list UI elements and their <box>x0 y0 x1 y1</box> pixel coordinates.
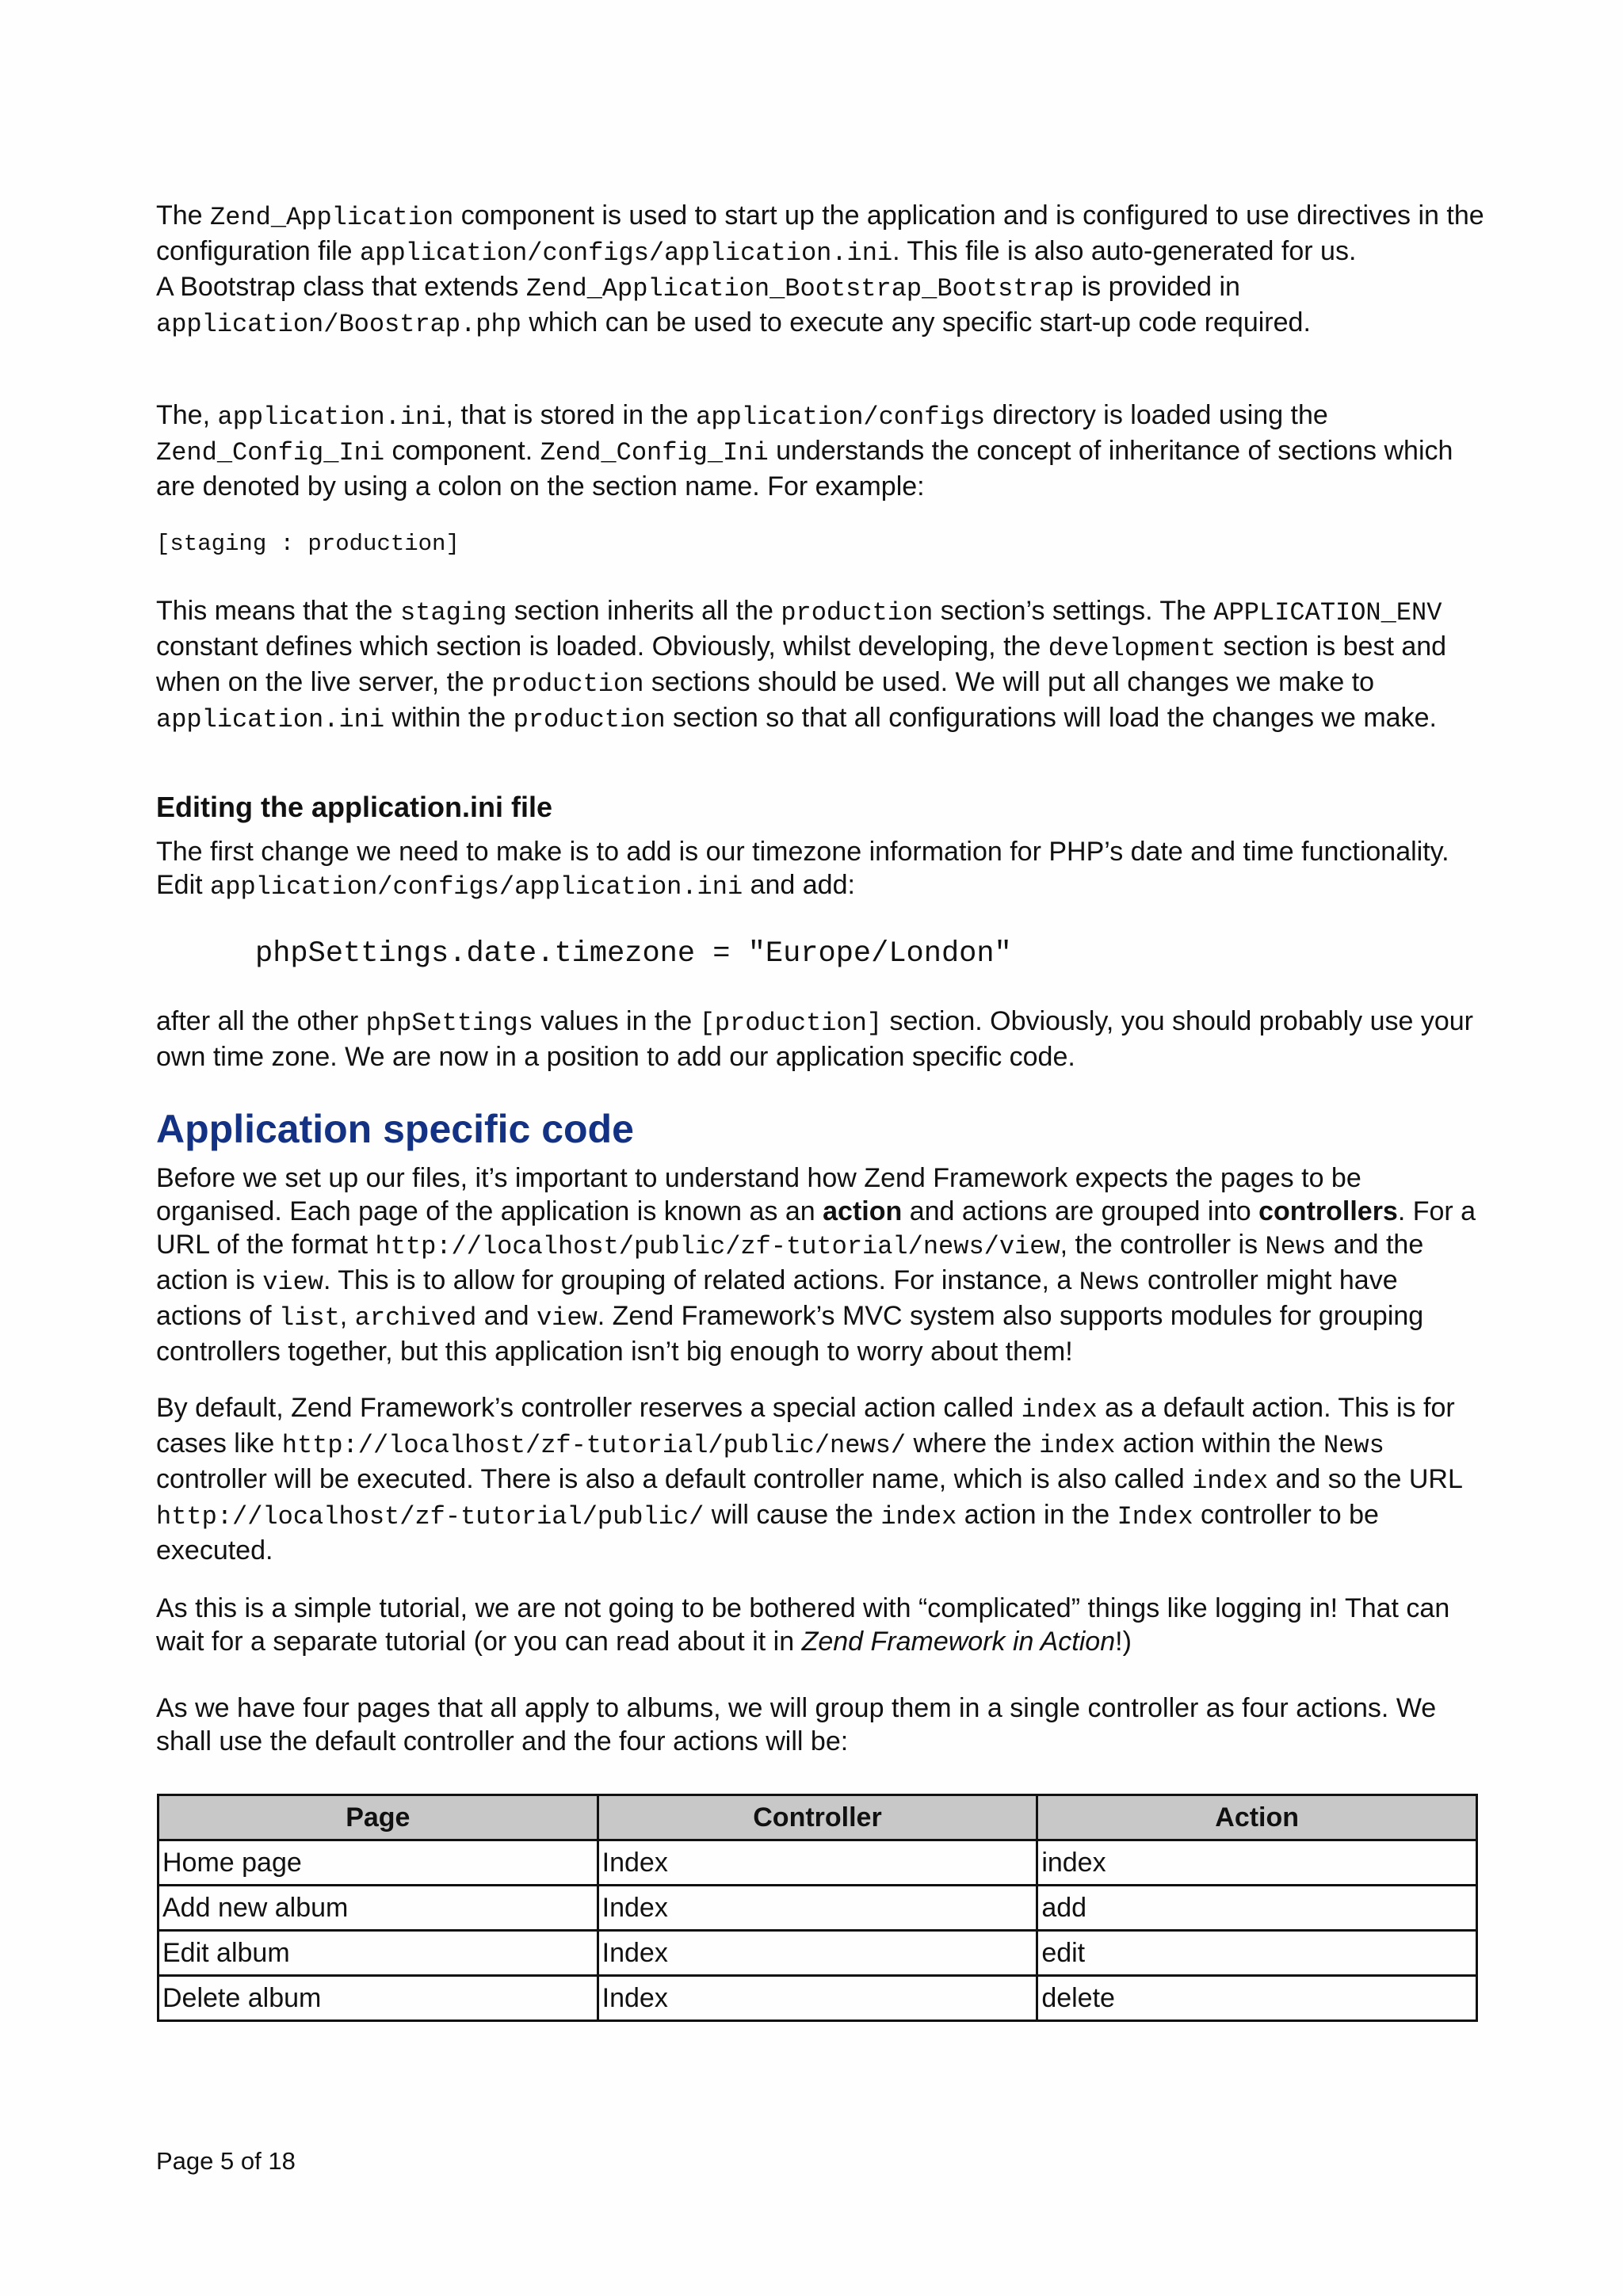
cell-page: Edit album <box>158 1931 598 1976</box>
inline-code: index <box>1039 1431 1116 1460</box>
inline-code: Zend_Config_Ini <box>540 438 769 467</box>
inline-code: development <box>1048 634 1216 663</box>
header-page: Page <box>158 1795 598 1840</box>
inline-code: http://localhost/zf-tutorial/public/news/ <box>281 1431 907 1460</box>
text-run: action in the <box>957 1500 1117 1530</box>
text-run: This means that the <box>156 596 401 626</box>
text-run: within the <box>384 703 514 733</box>
cell-action: index <box>1037 1840 1477 1886</box>
inline-code: application/configs <box>696 402 986 432</box>
text-run: . For a URL of the format <box>156 1196 1476 1260</box>
inline-code: staging <box>400 598 507 627</box>
table-row <box>158 1976 1477 2021</box>
cell-action: add <box>1037 1886 1477 1931</box>
inline-code: application.ini <box>217 402 446 432</box>
cell-page: Home page <box>158 1840 598 1886</box>
text-run: As we have four pages that all apply to albums, we will group them in a single controller as four actions. We shall use the default controller and the four actions will be: <box>156 1693 1437 1756</box>
paragraph-default-index <box>156 1391 1487 1567</box>
text-run: section so that all configurations will load the changes we make. <box>665 703 1437 733</box>
paragraph-four-pages <box>156 1691 1487 1758</box>
text-run: section. Obviously, you should probably use your own time zone. We are now in a position to add our application specific code. <box>156 1006 1473 1072</box>
cell-action: edit <box>1037 1931 1477 1976</box>
inline-code: view <box>262 1268 323 1297</box>
text-run: A Bootstrap class that extends <box>156 272 526 302</box>
inline-code: index <box>1192 1466 1269 1496</box>
inline-code: application/configs/application.ini <box>360 238 893 268</box>
header-controller: Controller <box>598 1795 1037 1840</box>
inline-code: News <box>1265 1232 1327 1261</box>
text-run: constant defines which section is loaded. Obviously, whilst developing, the <box>156 631 1048 662</box>
text-run: component. <box>384 436 540 466</box>
inline-code: Zend_Application <box>210 203 454 232</box>
paragraph-simple-tutorial <box>156 1592 1487 1658</box>
inline-code: production <box>781 598 934 627</box>
inline-code: index <box>1021 1395 1098 1425</box>
text-run: The <box>156 200 211 231</box>
text-run: directory is loaded using the <box>985 400 1328 430</box>
inline-code: http://localhost/zf-tutorial/public/ <box>156 1502 705 1531</box>
cell-action: delete <box>1037 1976 1477 2021</box>
inline-code: application.ini <box>156 705 385 734</box>
text-run: and actions are grouped into <box>902 1196 1259 1226</box>
text-run: , the controller is <box>1060 1230 1266 1260</box>
text-run: The, <box>156 400 218 430</box>
text-run: , that is stored in the <box>445 400 697 430</box>
text-run: and add: <box>743 870 855 900</box>
text-run: . Zend Framework’s MVC system also supports modules for grouping controllers together, but this application isn’t big enough to worry about them! <box>156 1301 1424 1367</box>
text-run: section inherits all the <box>506 596 781 626</box>
paragraph-timezone <box>156 835 1487 904</box>
text-run: action within the <box>1115 1428 1323 1459</box>
cell-page: Delete album <box>158 1976 598 2021</box>
text-run: section’s settings. The <box>933 596 1214 626</box>
text-run: Before we set up our files, it’s important to understand how Zend Framework expects the pages to be organised. Each page of the application is known as an <box>156 1163 1361 1226</box>
table-row <box>158 1840 1477 1886</box>
text-run: controller to be executed. <box>156 1500 1379 1566</box>
paragraph-bootstrap <box>156 199 1487 341</box>
text-run: By default, Zend Framework’s controller reserves a special action called <box>156 1393 1022 1423</box>
cell-controller: Index <box>598 1840 1037 1886</box>
text-run: where the <box>906 1428 1040 1459</box>
table-row <box>158 1931 1477 1976</box>
text-run: understands the concept of inheritance of sections which are denoted by using a colon on the section name. For example: <box>156 436 1453 502</box>
inline-code: Zend_Application_Bootstrap_Bootstrap <box>525 274 1075 303</box>
cell-controller: Index <box>598 1976 1037 2021</box>
italic-title: Zend Framework in Action <box>801 1627 1116 1657</box>
text-run: The first change we need to make is to add is our timezone information for PHP’s date and time functionality. Edit <box>156 837 1449 900</box>
inline-code: phpSettings <box>365 1009 533 1038</box>
inline-code: list <box>278 1303 340 1333</box>
inline-code: application/Boostrap.php <box>156 310 521 339</box>
cell-controller: Index <box>598 1931 1037 1976</box>
inline-code: News <box>1323 1431 1384 1460</box>
inline-code: http://localhost/public/zf-tutorial/news/view <box>375 1232 1060 1261</box>
table-row <box>158 1886 1477 1931</box>
bold-term: action <box>823 1196 903 1226</box>
text-run: and <box>476 1301 537 1331</box>
inline-code: News <box>1079 1268 1140 1297</box>
text-run: is provided in <box>1074 272 1240 302</box>
text-run: and the action is <box>156 1230 1424 1295</box>
inline-code: Index <box>1117 1502 1193 1531</box>
inline-code: application/configs/application.ini <box>210 872 743 902</box>
inline-code: APPLICATION_ENV <box>1213 598 1442 627</box>
text-run: !) <box>1115 1627 1132 1657</box>
text-run: sections should be used. We will put all changes we make to <box>643 667 1375 697</box>
bold-term: controllers <box>1258 1196 1398 1226</box>
inline-code: production <box>513 705 666 734</box>
inline-code: archived <box>354 1303 477 1333</box>
cell-page: Add new album <box>158 1886 598 1931</box>
inline-code: index <box>880 1502 957 1531</box>
text-run: controller will be executed. There is also a default controller name, which is also called <box>156 1464 1193 1494</box>
text-run: which can be used to execute any specific start-up code required. <box>521 307 1311 338</box>
page-number: Page 5 of 18 <box>156 2147 296 2175</box>
text-run: and so the URL <box>1268 1464 1462 1494</box>
code-timezone: phpSettings.date.timezone = "Europe/London" <box>255 937 1012 971</box>
text-run: , <box>339 1301 355 1331</box>
text-run: will cause the <box>704 1500 881 1530</box>
text-run: values in the <box>533 1006 700 1036</box>
paragraph-after-settings <box>156 1005 1487 1074</box>
header-action: Action <box>1037 1795 1477 1840</box>
text-run: As this is a simple tutorial, we are not going to be bothered with “complicated” things like logging in! That can wait for a separate tutorial (or you can read about it in <box>156 1593 1450 1657</box>
inline-code: Zend_Config_Ini <box>156 438 385 467</box>
heading-editing-ini: Editing the application.ini file <box>156 791 553 823</box>
inline-code: production <box>491 669 644 699</box>
cell-controller: Index <box>598 1886 1037 1931</box>
table-header-row <box>158 1795 1477 1840</box>
text-run: . This is to allow for grouping of related actions. For instance, a <box>323 1265 1079 1295</box>
heading-application-specific-code: Application specific code <box>156 1107 634 1151</box>
text-run: controller might have actions of <box>156 1265 1398 1331</box>
text-run: after all the other <box>156 1006 366 1036</box>
text-run: . This file is also auto-generated for us. <box>892 236 1357 266</box>
paragraph-config-ini <box>156 399 1487 503</box>
code-staging: [staging : production] <box>156 531 460 557</box>
paragraph-staging <box>156 594 1487 737</box>
text-run: component is used to start up the application and is configured to use directives in the configuration file <box>156 200 1484 266</box>
paragraph-actions-controllers <box>156 1161 1487 1368</box>
inline-code: view <box>536 1303 598 1333</box>
text-run: section is best and when on the live server, the <box>156 631 1447 697</box>
text-run: as a default action. This is for cases like <box>156 1393 1455 1459</box>
inline-code: [production] <box>699 1009 883 1038</box>
actions-table <box>157 1794 1478 2022</box>
